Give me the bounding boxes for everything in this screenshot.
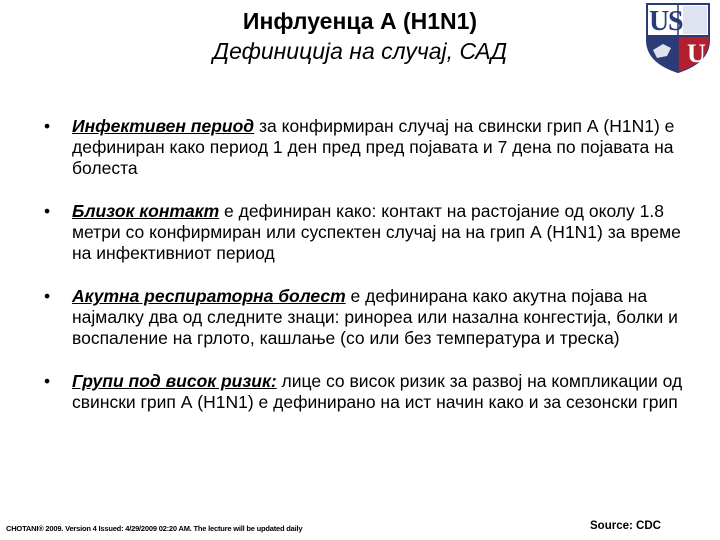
list-item xyxy=(40,116,690,179)
bullet-dot-icon: • xyxy=(44,286,51,306)
term-high-risk-groups: Групи под висок ризик: xyxy=(72,371,277,391)
slide-title-block xyxy=(0,6,720,66)
definition-text: е дефиниран како: контакт на растојание од околу 1.8 метри со конфирмиран или суспектен случај на на грип А (H1N1) за време на инфективниот период xyxy=(72,201,681,263)
bullet-dot-icon: • xyxy=(44,116,51,136)
source-footer: Source: CDC xyxy=(590,520,661,532)
logo-letter-u2: U xyxy=(687,39,706,68)
copyright-footer: CHOTANI® 2009. Version 4 Issued: 4/29/2009 02:20 AM. The lecture will be updated daily xyxy=(6,524,303,533)
logo-letter-s: S xyxy=(668,6,684,37)
definition-text: за конфирмиран случај на свински грип А (H1N1) е дефиниран како период 1 ден пред пред појавата и 7 дена по појавата на болеста xyxy=(72,116,675,178)
list-item xyxy=(40,201,690,264)
definition-text: е дефинирана како акутна појава на најмалку два од следните знаци: ринореа или назална конгестија, болки и воспаление на грлото, кашлање (со или без температура и треска) xyxy=(72,286,678,348)
university-shield-logo xyxy=(643,0,713,74)
list-item xyxy=(40,371,690,413)
slide-title: Инфлуенца А (H1N1) xyxy=(242,8,478,34)
term-close-contact: Близок контакт xyxy=(72,201,220,221)
bullet-dot-icon: • xyxy=(44,201,51,221)
term-acute-respiratory-illness: Акутна респираторна болест xyxy=(72,286,346,306)
logo-letter-u1: U xyxy=(649,6,670,37)
bullet-dot-icon: • xyxy=(44,371,51,391)
list-item xyxy=(40,286,690,349)
definition-text: лице со висок ризик за развој на компликации од свински грип А (H1N1) е дефинирано на ист начин како и за сезонски грип xyxy=(72,371,683,412)
definition-list xyxy=(40,116,690,435)
slide-subtitle: Дефиниција на случај, САД xyxy=(212,38,508,64)
term-infective-period: Инфективен период xyxy=(72,116,255,136)
